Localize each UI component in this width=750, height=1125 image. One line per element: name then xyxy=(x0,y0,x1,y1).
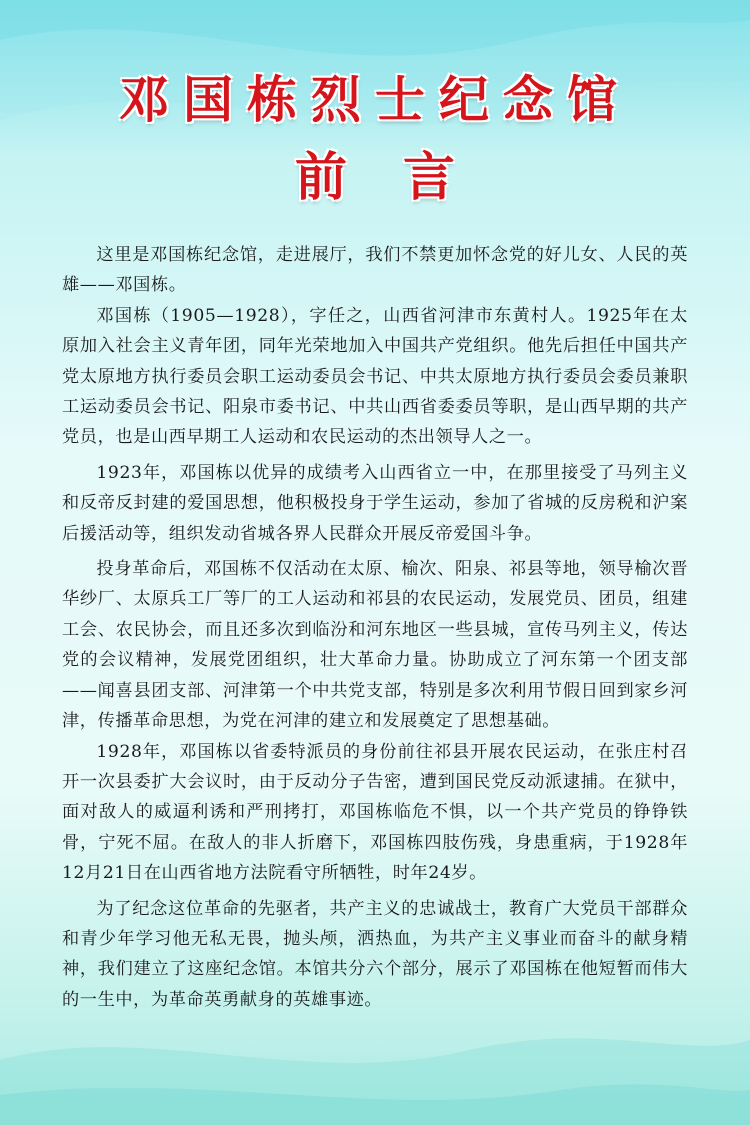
paragraph-revolution: 投身革命后，邓国栋不仅活动在太原、榆次、阳泉、祁县等地，领导榆次晋华纱厂、太原兵工厂等厂的工人运动和祁县的农民运动，发展党员、团员，组建工会、农民协会，而且还多次到临汾和河东地区一些县城，宣传马列主义，传达党的会议精神，发展党团组织，壮大革命力量。协助成立了河东第一个团支部——闻喜县团支部、河津第一个中共党支部，特别是多次利用节假日回到家乡河津，传播革命思想，为党在河津的建立和发展奠定了思想基础。 xyxy=(62,559,688,732)
preface-body xyxy=(62,240,688,1015)
paragraph-1923: 1923年，邓国栋以优异的成绩考入山西省立一中，在那里接受了马列主义和反帝反封建的爱国思想，他积极投身于学生运动，参加了省城的反房税和沪案后援活动等，组织发动省城各界人民群众开展反帝爱国斗争。 xyxy=(62,462,688,544)
paragraph-biography: 邓国栋（1905—1928），字任之，山西省河津市东黄村人。1925年在太原加入社会主义青年团，同年光荣地加入中国共产党组织。他先后担任中国共产党太原地方执行委员会职工运动委员会书记、中共太原地方执行委员会委员兼职工运动委员会书记、阳泉市委书记、中共山西省委委员等职，是山西早期的共产党员，也是山西早期工人运动和农民运动的杰出领导人之一。 xyxy=(62,305,688,448)
paragraph-memorial: 为了纪念这位革命的先驱者，共产主义的忠诚战士，教育广大党员干部群众和青少年学习他无私无畏，抛头颅，洒热血，为共产主义事业而奋斗的献身精神，我们建立了这座纪念馆。本馆共分六个部分，展示了邓国栋在他短暂而伟大的一生中，为革命英勇献身的英雄事迹。 xyxy=(62,898,688,1010)
page-title: 邓国栋烈士纪念馆 xyxy=(119,71,631,129)
paragraph-1928: 1928年，邓国栋以省委特派员的身份前往祁县开展农民运动，在张庄村召开一次县委扩大会议时，由于反动分子告密，遭到国民党反动派逮捕。在狱中，面对敌人的威逼利诱和严刑拷打，邓国栋临危不惧，以一个共产党员的铮铮铁骨，宁死不屈。在敌人的非人折磨下，邓国栋四肢伤残，身患重病，于1928年12月21日在山西省地方法院看守所牺牲，时年24岁。 xyxy=(62,741,688,884)
paragraph-intro: 这里是邓国栋纪念馆，走进展厅，我们不禁更加怀念党的好儿女、人民的英雄——邓国栋。 xyxy=(62,245,688,296)
page-subtitle: 前言 xyxy=(294,148,511,208)
